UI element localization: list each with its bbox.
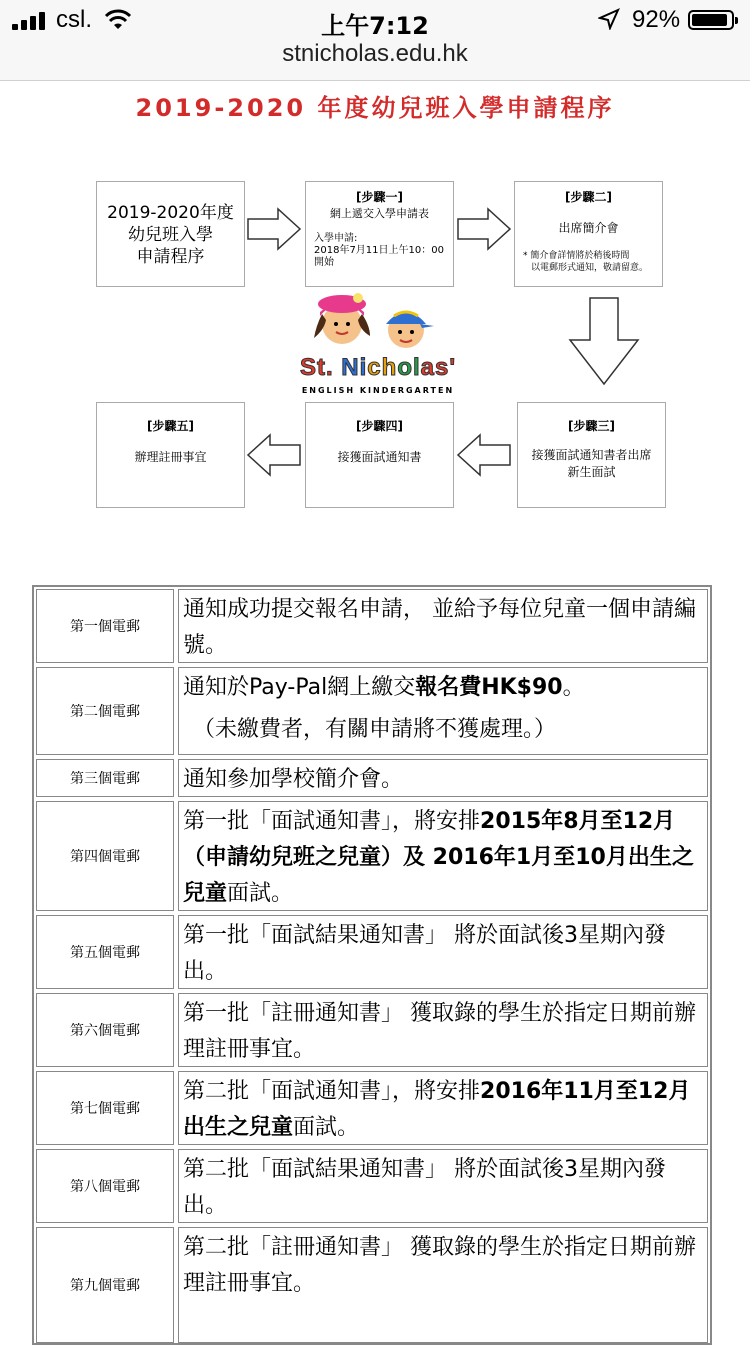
location-arrow-icon	[598, 8, 620, 30]
email-description: 通知參加學校簡介會。	[178, 759, 708, 797]
table-row	[36, 801, 708, 911]
children-logo-icon	[298, 290, 458, 354]
arrow-left-icon	[456, 433, 512, 477]
step2-note: * 簡介會詳情將於稍後時間	[523, 251, 630, 261]
email-label: 第一個電郵	[36, 589, 174, 663]
status-bar	[0, 0, 750, 40]
email-description: 第二批「面試結果通知書」 將於面試後3星期內發出。	[178, 1149, 708, 1223]
email-description	[178, 1071, 708, 1145]
battery-percent: 92%	[632, 6, 681, 33]
intro-line: 幼兒班入學	[128, 225, 213, 245]
logo-text: St. Nicholas'	[299, 354, 457, 381]
battery-fill	[692, 14, 727, 26]
email-label: 第七個電郵	[36, 1071, 174, 1145]
intro-box	[96, 181, 245, 287]
step3-title: 接獲面試通知書者出席	[531, 448, 652, 462]
school-logo	[298, 290, 458, 400]
step2-label: [步驟二]	[565, 190, 612, 204]
email-text-bold: 報名費HK$90	[415, 675, 563, 700]
email-description: 通知成功提交報名申請， 並給予每位兒童一個申請編號。	[178, 589, 708, 663]
step4-box	[305, 402, 454, 508]
step5-box	[96, 402, 245, 508]
battery-icon	[688, 10, 734, 30]
email-label: 第二個電郵	[36, 667, 174, 755]
step2-note: 以電郵形式通知，敬請留意。	[531, 263, 649, 273]
email-description	[178, 801, 708, 911]
step1-label: [步驟一]	[356, 190, 403, 204]
table-row	[36, 667, 708, 755]
step5-title: 辦理註冊事宜	[134, 450, 207, 464]
page-title: 2019-2020 年度幼兒班入學申請程序	[135, 94, 615, 122]
email-text: 面試。	[293, 1115, 360, 1140]
step1-detail: 入學申請:	[314, 233, 358, 244]
intro-line: 2019-2020年度	[107, 203, 234, 223]
table-row	[36, 1071, 708, 1145]
step3-title: 新生面試	[567, 465, 616, 479]
step3-label: [步驟三]	[568, 419, 615, 433]
step4-title: 接獲面試通知書	[337, 450, 422, 464]
step4-label: [步驟四]	[356, 419, 403, 433]
arrow-right-icon	[456, 207, 512, 251]
arrow-left-icon	[246, 433, 302, 477]
email-text: 面試。	[227, 881, 294, 906]
table-row	[36, 915, 708, 989]
email-text-bold: 2016年11月至12月出生之兒童	[183, 1079, 691, 1140]
step1-title: 網上遞交入學申請表	[330, 207, 429, 220]
email-description: 第一批「面試結果通知書」 將於面試後3星期內發出。	[178, 915, 708, 989]
email-table	[32, 585, 712, 1345]
step1-detail: 開始	[314, 257, 334, 268]
table-row	[36, 1227, 708, 1343]
email-description: 第二批「註冊通知書」 獲取錄的學生於指定日期前辦理註冊事宜。	[178, 1227, 708, 1343]
email-text: 第一批「面試通知書」，將安排	[183, 809, 481, 834]
email-label: 第九個電郵	[36, 1227, 174, 1343]
step5-label: [步驟五]	[147, 419, 194, 433]
email-label: 第六個電郵	[36, 993, 174, 1067]
table-row	[36, 759, 708, 797]
table-row	[36, 1149, 708, 1223]
email-text-bold: 2015年8月至12月（申請幼兒班之兒童）及 2016年1月至10月出生之兒童	[183, 809, 694, 906]
email-note: （未繳費者，有關申請將不獲處理。）	[193, 717, 557, 742]
step2-title: 出席簡介會	[558, 221, 619, 235]
logo-subtitle: ENGLISH KINDERGARTEN	[301, 386, 455, 395]
table-row	[36, 993, 708, 1067]
status-time: 上午7:12	[321, 12, 429, 40]
arrow-down-icon	[568, 296, 640, 386]
intro-line: 申請程序	[136, 247, 205, 267]
arrow-right-icon	[246, 207, 302, 251]
email-label: 第三個電郵	[36, 759, 174, 797]
step1-box	[305, 181, 454, 287]
email-text: 第二批「面試通知書」，將安排	[183, 1079, 481, 1104]
email-label: 第八個電郵	[36, 1149, 174, 1223]
email-label: 第四個電郵	[36, 801, 174, 911]
email-label: 第五個電郵	[36, 915, 174, 989]
email-text: 通知於Pay-Pal網上繳交	[183, 675, 416, 700]
url-bar[interactable]: stnicholas.edu.hk	[282, 40, 468, 67]
email-text: 。	[562, 675, 585, 700]
carrier-label: csl.	[56, 6, 92, 33]
email-description: 第一批「註冊通知書」 獲取錄的學生於指定日期前辦理註冊事宜。	[178, 993, 708, 1067]
step2-box	[514, 181, 663, 287]
table-row	[36, 589, 708, 663]
step3-box	[517, 402, 666, 508]
email-description	[178, 667, 708, 755]
browser-top-bar	[0, 0, 750, 81]
step1-detail: 2018年7月11日上午10：00	[314, 245, 444, 256]
